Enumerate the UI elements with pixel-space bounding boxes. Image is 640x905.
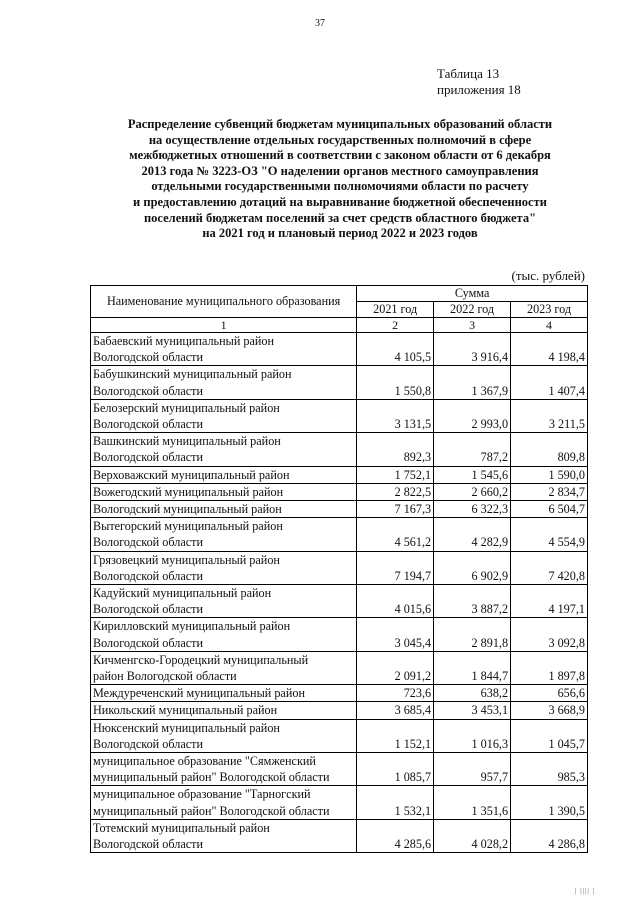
title-line: на осуществление отдельных государственных полномочий в сфере bbox=[148, 132, 532, 147]
municipality-name bbox=[91, 518, 357, 551]
municipality-name-line: Никольский муниципальный район bbox=[93, 703, 278, 718]
amount-v2022: 1 351,6 bbox=[434, 786, 511, 819]
title-line: на 2021 год и плановый период 2022 и 2023 годов bbox=[202, 226, 478, 241]
municipality-name bbox=[91, 551, 357, 584]
amount-v2022: 957,7 bbox=[434, 753, 511, 786]
table-row bbox=[91, 333, 588, 366]
municipality-name bbox=[91, 702, 357, 719]
amount-v2022: 638,2 bbox=[434, 685, 511, 702]
municipality-name-line: Вологодской области bbox=[93, 535, 203, 550]
header-name: Наименование муниципального образования bbox=[91, 286, 357, 318]
amount-v2023: 2 834,7 bbox=[511, 483, 588, 500]
amount-v2021: 4 561,2 bbox=[357, 518, 434, 551]
table-row bbox=[91, 819, 588, 852]
table-row bbox=[91, 399, 588, 432]
page-number: 37 bbox=[315, 18, 325, 29]
municipality-name-line: Вологодской области bbox=[93, 568, 203, 583]
units-label: (тыс. рублей) bbox=[511, 268, 585, 283]
municipality-name-line: Вологодский муниципальный район bbox=[93, 502, 282, 517]
column-index: 4 bbox=[511, 318, 588, 333]
amount-v2022: 3 453,1 bbox=[434, 702, 511, 719]
title-line: и предоставлению дотаций на выравнивание бюджетной обеспеченности bbox=[133, 194, 547, 209]
municipality-name bbox=[91, 366, 357, 399]
amount-v2022: 4 282,9 bbox=[434, 518, 511, 551]
municipality-name-line: Вашкинский муниципальный район bbox=[93, 434, 281, 449]
table-row bbox=[91, 702, 588, 719]
title-line: поселений бюджетам поселений за счет средств областного бюджета" bbox=[143, 210, 537, 225]
municipality-name-line: Кирилловский муниципальный район bbox=[93, 619, 291, 634]
table-row bbox=[91, 685, 588, 702]
table-row bbox=[91, 618, 588, 651]
amount-v2021: 4 285,6 bbox=[357, 819, 434, 852]
amount-v2022: 1 844,7 bbox=[434, 651, 511, 684]
amount-v2021: 1 152,1 bbox=[357, 719, 434, 752]
column-index: 3 bbox=[434, 318, 511, 333]
table-row bbox=[91, 585, 588, 618]
amount-v2023: 4 554,9 bbox=[511, 518, 588, 551]
amount-v2023: 4 198,4 bbox=[511, 333, 588, 366]
table-label-line2: приложения 18 bbox=[437, 82, 521, 97]
municipality-name bbox=[91, 719, 357, 752]
municipality-name bbox=[91, 685, 357, 702]
amount-v2021: 7 194,7 bbox=[357, 551, 434, 584]
title-line: Распределение субвенций бюджетам муниципальных образований области bbox=[127, 117, 553, 131]
table-row bbox=[91, 501, 588, 518]
amount-v2023: 3 668,9 bbox=[511, 702, 588, 719]
municipality-name-line: Вологодской области bbox=[93, 417, 203, 432]
municipality-name-line: Кадуйский муниципальный район bbox=[93, 586, 272, 601]
municipality-name-line: Нюксенский муниципальный район bbox=[93, 720, 280, 735]
municipality-name-line: Вологодской области bbox=[93, 383, 203, 398]
title-line: межбюджетных отношений в соответствии с законом области от 6 декабря bbox=[129, 148, 551, 163]
municipality-name bbox=[91, 651, 357, 684]
column-index: 2 bbox=[357, 318, 434, 333]
amount-v2021: 1 550,8 bbox=[357, 366, 434, 399]
municipality-name bbox=[91, 618, 357, 651]
header-sum: Сумма bbox=[357, 286, 588, 302]
amount-v2021: 3 685,4 bbox=[357, 702, 434, 719]
amount-v2021: 4 015,6 bbox=[357, 585, 434, 618]
municipality-name-line: муниципальный район" Вологодской области bbox=[93, 803, 330, 818]
municipality-name-line: Бабушкинский муниципальный район bbox=[93, 367, 292, 382]
table-row bbox=[91, 551, 588, 584]
municipality-name-line: Вологодской области bbox=[93, 635, 203, 650]
amount-v2022: 2 891,8 bbox=[434, 618, 511, 651]
municipality-name bbox=[91, 585, 357, 618]
amount-v2021: 892,3 bbox=[357, 433, 434, 466]
table-row bbox=[91, 483, 588, 500]
amount-v2021: 723,6 bbox=[357, 685, 434, 702]
amount-v2021: 1 085,7 bbox=[357, 753, 434, 786]
header-row bbox=[91, 286, 588, 302]
amount-v2023: 6 504,7 bbox=[511, 501, 588, 518]
municipality-name-line: Тотемский муниципальный район bbox=[93, 820, 270, 835]
document-title bbox=[100, 117, 580, 242]
amount-v2022: 2 660,2 bbox=[434, 483, 511, 500]
amount-v2021: 7 167,3 bbox=[357, 501, 434, 518]
amount-v2021: 2 091,2 bbox=[357, 651, 434, 684]
municipality-name-line: Вологодской области bbox=[93, 837, 203, 852]
amount-v2022: 3 887,2 bbox=[434, 585, 511, 618]
amount-v2021: 4 105,5 bbox=[357, 333, 434, 366]
municipality-name-line: Белозерский муниципальный район bbox=[93, 400, 280, 415]
amount-v2021: 3 131,5 bbox=[357, 399, 434, 432]
municipality-name bbox=[91, 819, 357, 852]
municipality-name-line: муниципальный район" Вологодской области bbox=[93, 770, 330, 785]
municipality-name-line: Бабаевский муниципальный район bbox=[93, 334, 275, 348]
table-row bbox=[91, 466, 588, 483]
municipality-name-line: Вологодской области bbox=[93, 350, 203, 365]
amount-v2023: 4 286,8 bbox=[511, 819, 588, 852]
amount-v2022: 1 016,3 bbox=[434, 719, 511, 752]
table-row bbox=[91, 719, 588, 752]
footer-mark: | |||| | bbox=[575, 887, 595, 895]
table-label bbox=[437, 66, 521, 98]
amount-v2023: 1 045,7 bbox=[511, 719, 588, 752]
title-line: 2013 года № 3223-ОЗ "О наделении органов местного самоуправления bbox=[141, 163, 539, 178]
table-label-line1: Таблица 13 bbox=[437, 66, 500, 81]
header-year: 2023 год bbox=[511, 302, 588, 318]
municipality-name bbox=[91, 333, 357, 366]
amount-v2021: 1 532,1 bbox=[357, 786, 434, 819]
amount-v2023: 4 197,1 bbox=[511, 585, 588, 618]
municipality-name-line: Вожегодский муниципальный район bbox=[93, 484, 284, 499]
header-year: 2021 год bbox=[357, 302, 434, 318]
amount-v2022: 6 902,9 bbox=[434, 551, 511, 584]
table-row bbox=[91, 786, 588, 819]
amount-v2023: 7 420,8 bbox=[511, 551, 588, 584]
table-body bbox=[91, 333, 588, 853]
municipality-name bbox=[91, 501, 357, 518]
amount-v2023: 1 590,0 bbox=[511, 466, 588, 483]
title-line: отдельными государственными полномочиями области по расчету bbox=[151, 179, 529, 194]
table-row bbox=[91, 433, 588, 466]
amount-v2023: 3 211,5 bbox=[511, 399, 588, 432]
amount-v2023: 3 092,8 bbox=[511, 618, 588, 651]
municipality-name-line: район Вологодской области bbox=[93, 669, 237, 684]
amount-v2021: 3 045,4 bbox=[357, 618, 434, 651]
amount-v2023: 809,8 bbox=[511, 433, 588, 466]
municipality-name bbox=[91, 399, 357, 432]
table-row bbox=[91, 518, 588, 551]
amount-v2023: 656,6 bbox=[511, 685, 588, 702]
amount-v2022: 3 916,4 bbox=[434, 333, 511, 366]
amount-v2023: 1 390,5 bbox=[511, 786, 588, 819]
municipality-name-line: муниципальное образование "Сямженский bbox=[93, 754, 316, 769]
municipality-name-line: Вологодской области bbox=[93, 602, 203, 617]
municipality-name bbox=[91, 466, 357, 483]
table-row bbox=[91, 366, 588, 399]
municipality-name-line: муниципальное образование "Тарногский bbox=[93, 787, 311, 802]
column-index-row bbox=[91, 318, 588, 333]
amount-v2022: 787,2 bbox=[434, 433, 511, 466]
amount-v2022: 2 993,0 bbox=[434, 399, 511, 432]
amount-v2023: 1 897,8 bbox=[511, 651, 588, 684]
municipality-name-line: Верховажский муниципальный район bbox=[93, 467, 290, 482]
amount-v2022: 1 545,6 bbox=[434, 466, 511, 483]
amount-v2022: 1 367,9 bbox=[434, 366, 511, 399]
municipality-name bbox=[91, 483, 357, 500]
amount-v2023: 1 407,4 bbox=[511, 366, 588, 399]
amount-v2021: 1 752,1 bbox=[357, 466, 434, 483]
municipality-name-line: Вологодской области bbox=[93, 450, 203, 465]
municipality-name bbox=[91, 786, 357, 819]
header-year: 2022 год bbox=[434, 302, 511, 318]
municipality-name-line: Вытегорский муниципальный район bbox=[93, 519, 283, 534]
amount-v2022: 4 028,2 bbox=[434, 819, 511, 852]
amount-v2022: 6 322,3 bbox=[434, 501, 511, 518]
subsidy-table bbox=[90, 285, 588, 853]
table-row bbox=[91, 753, 588, 786]
municipality-name-line: Вологодской области bbox=[93, 736, 203, 751]
municipality-name bbox=[91, 753, 357, 786]
municipality-name-line: Грязовецкий муниципальный район bbox=[93, 552, 280, 567]
table-row bbox=[91, 651, 588, 684]
amount-v2023: 985,3 bbox=[511, 753, 588, 786]
column-index: 1 bbox=[91, 318, 357, 333]
amount-v2021: 2 822,5 bbox=[357, 483, 434, 500]
municipality-name-line: Междуреченский муниципальный район bbox=[93, 686, 305, 701]
municipality-name-line: Кичменгско-Городецкий муниципальный bbox=[93, 652, 309, 667]
municipality-name bbox=[91, 433, 357, 466]
